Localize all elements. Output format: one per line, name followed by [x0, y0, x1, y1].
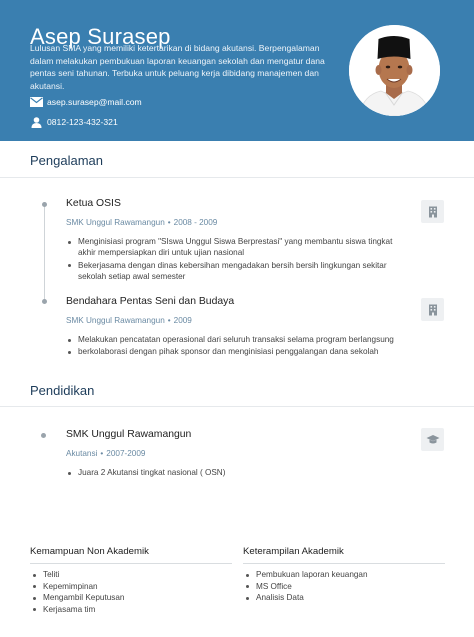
experience-timeline [44, 204, 45, 302]
academic-skills-list [245, 569, 368, 604]
education-section-title: Pendidikan [30, 383, 95, 398]
timeline-dot [41, 433, 46, 438]
list-item: Melakukan pencatatan operasional dari seluruh transaksi selama program berlangsung [66, 334, 406, 345]
phone-contact [30, 117, 118, 127]
profile-photo [349, 25, 440, 116]
list-item: Menginisiasi program "SIswa Unggul Siswa Berprestasi" yang membantu siswa tingkat akhir mempersiapkan diri untuk ujian nasional [66, 236, 406, 259]
job-period: 2008 - 2009 [173, 218, 218, 227]
list-item: berkolaborasi dengan pihak sponsor dan menginisiasi penggalangan dana sekolah [66, 346, 406, 357]
skills-divider [30, 563, 232, 564]
job-organization: SMK Unggul Rawamangun [66, 218, 165, 227]
building-icon [421, 298, 444, 321]
list-item: Pembukuan laporan keuangan [245, 569, 368, 581]
building-icon [421, 200, 444, 223]
education-divider [0, 406, 474, 407]
non-academic-skills-list [32, 569, 124, 615]
profile-name: Asep Surasep [30, 24, 171, 49]
job-bullet-list [66, 236, 406, 284]
education-bullet-list [66, 467, 406, 479]
timeline-dot [42, 202, 47, 207]
person-icon [30, 117, 43, 127]
job-title: Ketua OSIS [66, 198, 121, 209]
job-organization: SMK Unggul Rawamangun [66, 316, 165, 325]
experience-section-title: Pengalaman [30, 153, 103, 168]
list-item: Teliti [32, 569, 124, 581]
list-item: Analisis Data [245, 592, 368, 604]
school-period: 2007-2009 [106, 449, 146, 458]
school-name: SMK Unggul Rawamangun [66, 429, 192, 440]
graduation-cap-icon [421, 428, 444, 451]
list-item: MS Office [245, 581, 368, 593]
skills-divider [243, 563, 445, 564]
email-text[interactable]: asep.surasep@mail.com [47, 97, 142, 107]
profile-header [0, 0, 474, 141]
job-subtitle: SMK Unggul Rawamangun • 2008 - 2009 [66, 218, 218, 227]
academic-skills-title: Keterampilan Akademik [243, 546, 344, 557]
job-bullet-list [66, 334, 406, 359]
envelope-icon [30, 97, 43, 107]
job-title: Bendahara Pentas Seni dan Budaya [66, 296, 235, 307]
school-subtitle: Akutansi • 2007-2009 [66, 449, 146, 458]
list-item: Mengambil Keputusan [32, 592, 124, 604]
email-contact [30, 97, 142, 107]
job-subtitle: SMK Unggul Rawamangun • 2009 [66, 316, 192, 325]
timeline-dot [42, 299, 47, 304]
non-academic-skills-title: Kemampuan Non Akademik [30, 546, 149, 557]
list-item: Kerjasama tim [32, 604, 124, 616]
phone-text: 0812-123-432-321 [47, 117, 118, 127]
list-item: Juara 2 Akutansi tingkat nasional ( OSN) [66, 467, 406, 478]
list-item: Bekerjasama dengan dinas kebersihan mengadakan bersih bersih lingkungan sekitar sekolah setiap awal semester [66, 260, 406, 283]
profile-summary: Lulusan SMA yang memiliki ketertarikan di bidang akutansi. Berpengalaman dalam melakukan pembukuan laporan keuangan sekolah dan mengatur dana pentas seni tahunan. Terbuka untuk peluang kerja dibidang manajemen dan akutansi. [30, 43, 325, 91]
job-period: 2009 [173, 316, 192, 325]
school-field: Akutansi [66, 449, 98, 458]
experience-divider [0, 177, 474, 178]
list-item: Kepemimpinan [32, 581, 124, 593]
